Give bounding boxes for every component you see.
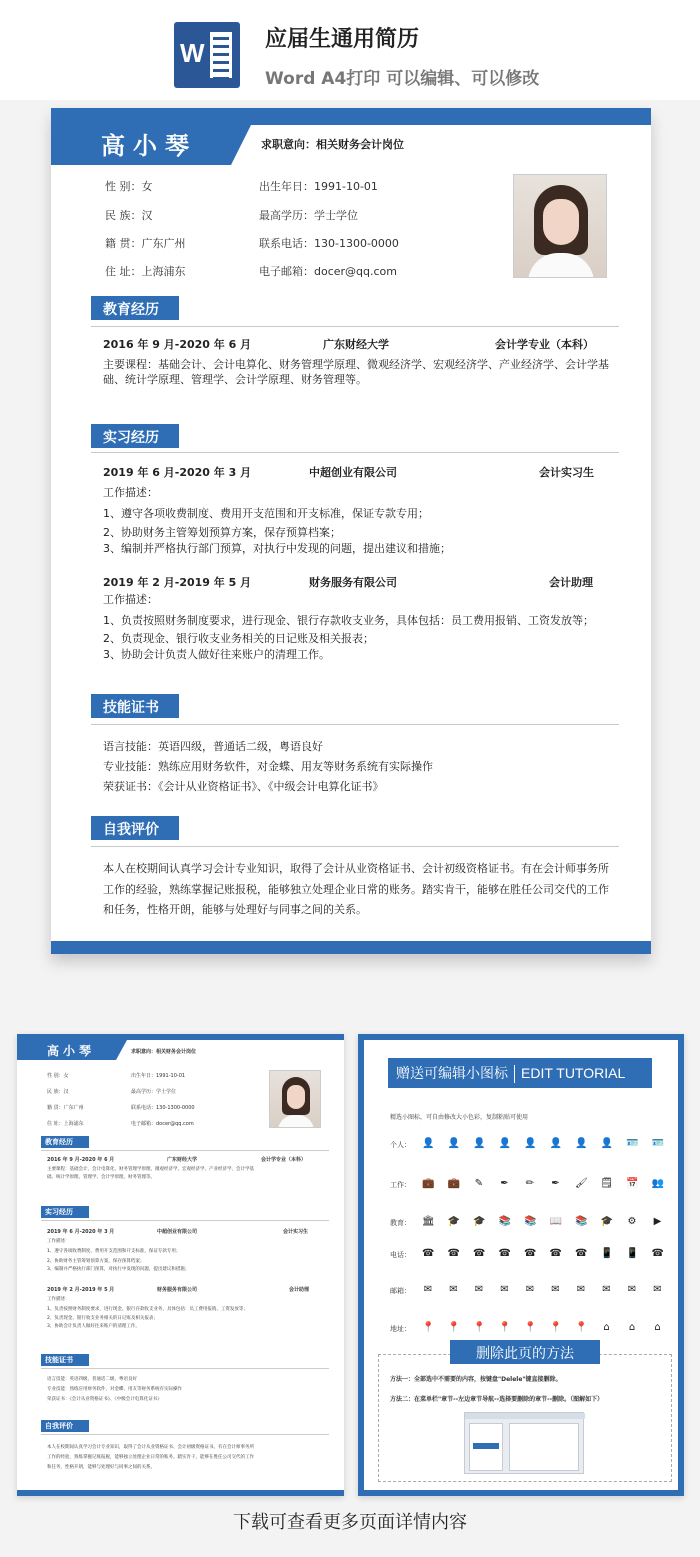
self-eval-line: 本人在校期间认真学习会计专业知识，取得了会计从业资格证书、会计初级资格证书。有在会计师事务所 <box>103 862 609 875</box>
mini-photo <box>269 1070 321 1128</box>
group-icon: 👥 <box>651 1178 664 1189</box>
briefcase-icon: 💼 <box>447 1178 460 1189</box>
mini-section-skills: 技能证书 <box>41 1354 89 1366</box>
edu-courses-cont: 础、统计学原理、管理学、会计学原理、财务管理等。 <box>103 373 367 386</box>
mini-job2-item: 2、负责现金、银行收支业务相关的日记账及相关报表； <box>47 1316 158 1321</box>
mini-gender: 性 别：女 <box>47 1073 69 1079</box>
pin-icon: 📍 <box>422 1322 435 1333</box>
mini-job1-period: 2019 年 6 月-2020 年 3 月 <box>47 1229 115 1235</box>
tutorial-header-en: EDIT TUTORIAL <box>521 1065 626 1081</box>
job2-desc-label: 工作描述： <box>103 593 158 606</box>
job2-item: 1、负责按照财务制度要求，进行现金、银行存款收支业务，具体包括：员工费用报销、工资发放等； <box>103 614 594 627</box>
books-icon: 📚 <box>524 1216 537 1227</box>
page-header <box>0 0 700 100</box>
mini-self-line: 和任务，性格开朗，能够与处理好与同事之间的关系。 <box>47 1465 155 1470</box>
gear-icon: ⚙ <box>627 1216 637 1227</box>
mail-icon: ✉ <box>653 1284 662 1295</box>
play-icon: ▶ <box>653 1216 662 1227</box>
mobile-icon: 📱 <box>600 1248 613 1259</box>
divider <box>91 452 619 453</box>
mini-edu-school: 广东财经大学 <box>167 1157 198 1163</box>
footer-note: 下载可查看更多页面详情内容 <box>233 1512 467 1533</box>
job2-item: 3、协助会计负责人做好往来账户的清理工作。 <box>103 648 330 661</box>
mini-job2-period: 2019 年 2 月-2019 年 5 月 <box>47 1287 115 1293</box>
skill-item: 语言技能：英语四级，普通话二级，粤语良好 <box>103 740 323 753</box>
mail-icon: ✉ <box>551 1284 560 1295</box>
job1-role: 会计实习生 <box>539 466 594 479</box>
top-accent-bar <box>51 108 651 125</box>
divider <box>91 846 619 847</box>
grad-cap-icon: 🎓 <box>473 1216 486 1227</box>
info-email: 电子邮箱：docer@qq.com <box>259 265 398 278</box>
mini-intent: 求职意向：相关财务会计岗位 <box>131 1049 197 1055</box>
note-icon: 🗒 <box>600 1178 614 1189</box>
resume-name: 高小琴 <box>101 132 197 160</box>
calendar-icon: 📅 <box>626 1178 639 1189</box>
section-education-title: 教育经历 <box>91 296 179 320</box>
job-intent: 求职意向：相关财务会计岗位 <box>261 138 404 151</box>
phone-icon: ☎ <box>447 1248 460 1259</box>
phone-icon: ☎ <box>524 1248 537 1259</box>
mini-birth: 出生年日：1991-10-01 <box>131 1073 186 1079</box>
phone-icon: ☎ <box>473 1248 486 1259</box>
mini-section-education: 教育经历 <box>41 1136 89 1148</box>
icon-row-label: 邮箱： <box>390 1287 411 1295</box>
page-subtitle: Word A4打印 可以编辑、可以修改 <box>265 69 540 89</box>
pin-icon: 📍 <box>549 1322 562 1333</box>
skill-item: 荣获证书：《会计从业资格证书》、《中级会计电算化证书》 <box>103 780 384 793</box>
home-icon: ⌂ <box>603 1322 610 1333</box>
info-birth: 出生年日：1991-10-01 <box>259 180 378 193</box>
icons-intro: 精选小图标，可自由修改大小色彩，复制粘贴可使用 <box>390 1114 529 1121</box>
mini-email: 电子邮箱：docer@qq.com <box>131 1121 194 1127</box>
edu-courses: 主要课程：基础会计、会计电算化、财务管理学原理、微观经济学、宏观经济学、产业经济学、会计学基 <box>103 358 609 371</box>
section-self-title: 自我评价 <box>91 816 179 840</box>
mini-section-internship: 实习经历 <box>41 1206 89 1218</box>
grad-cap-icon: 🎓 <box>447 1216 460 1227</box>
mobile-icon: 📱 <box>626 1248 639 1259</box>
tutorial-header <box>388 1058 652 1088</box>
info-phone: 联系电话：130-1300-0000 <box>259 237 399 250</box>
job2-item: 2、负责现金、银行收支业务相关的日记账及相关报表； <box>103 632 374 645</box>
divider <box>41 1434 329 1435</box>
mini-name: 高小琴 <box>47 1044 96 1058</box>
info-origin: 籍 贯：广东广州 <box>105 237 186 250</box>
mini-edu-period: 2016 年 9 月-2020 年 6 月 <box>47 1157 115 1163</box>
home-icon: ⌂ <box>628 1322 636 1333</box>
tutorial-header-cn: 赠送可编辑小图标 <box>396 1066 508 1082</box>
pin-icon: 📍 <box>447 1322 460 1333</box>
mini-job1-desc-label: 工作描述： <box>47 1239 70 1244</box>
phone-icon: ☎ <box>651 1248 664 1259</box>
job1-period: 2019 年 6 月-2020 年 3 月 <box>103 466 252 479</box>
mini-skill-item: 专业技能：熟练应用财务软件，对金蝶、用友等财务系统有实际操作 <box>47 1387 182 1392</box>
id-card-icon: 🪪 <box>626 1138 639 1149</box>
tutorial-screenshot <box>464 1412 584 1474</box>
person-icon: 👤 <box>549 1138 562 1149</box>
book-icon: 📖 <box>549 1216 562 1227</box>
preview-resume-thumbnail <box>17 1034 344 1496</box>
mini-edu-major: 会计学专业（本科） <box>261 1157 307 1163</box>
mini-skill-item: 荣获证书：《会计从业资格证书》、《中级会计电算化证书》 <box>47 1397 162 1402</box>
section-skills-title: 技能证书 <box>91 694 179 718</box>
mail-icon: ✉ <box>576 1284 586 1295</box>
job2-company: 财务服务有限公司 <box>309 576 397 589</box>
icon-row-label: 教育： <box>390 1219 411 1227</box>
person-icon: 👤 <box>473 1138 486 1149</box>
mini-ethnic: 民 族：汉 <box>47 1089 69 1095</box>
section-internship-title: 实习经历 <box>91 424 179 448</box>
pin-icon: 📍 <box>473 1322 486 1333</box>
mini-job2-role: 会计助理 <box>289 1287 310 1293</box>
mini-job1-item: 1、遵守各项收费制度、费用开支范围和开支标准，保证专款专用； <box>47 1249 181 1254</box>
edu-major: 会计学专业（本科） <box>495 338 594 351</box>
resume-page <box>51 108 651 954</box>
person-icon: 👤 <box>524 1138 537 1149</box>
mini-degree: 最高学历：学士学位 <box>131 1089 177 1095</box>
mini-self-line: 本人在校期间认真学习会计专业知识，取得了会计从业资格证书、会计初级资格证书。有在会计师事务所 <box>47 1445 254 1450</box>
mini-section-self: 自我评价 <box>41 1420 89 1432</box>
phone-icon: ☎ <box>549 1248 562 1259</box>
pen-icon: ✒ <box>551 1178 560 1189</box>
info-gender: 性 别：女 <box>105 180 153 193</box>
person-icon: 👤 <box>447 1138 460 1149</box>
info-degree: 最高学历：学士学位 <box>259 209 358 222</box>
mail-icon: ✉ <box>474 1284 484 1295</box>
divider <box>91 326 619 327</box>
self-eval-line: 和任务，性格开朗，能够与处理好与同事之间的关系。 <box>103 903 367 916</box>
brush-icon: 🖌 <box>575 1178 588 1189</box>
profile-photo <box>513 174 607 278</box>
word-doc-icon: W <box>174 22 240 88</box>
job1-item: 3、编制并严格执行部门预算，对执行中发现的问题，提出建议和措施； <box>103 542 451 555</box>
job1-desc-label: 工作描述： <box>103 486 158 499</box>
person-icon: 👤 <box>422 1138 435 1149</box>
skill-item: 专业技能：熟练应用财务软件，对金蝶、用友等财务系统有实际操作 <box>103 760 433 773</box>
divider <box>41 1150 329 1151</box>
mini-edu-courses-cont: 础、统计学原理、管理学、会计学原理、财务管理等。 <box>47 1175 155 1180</box>
icon-row-label: 个人： <box>390 1141 411 1149</box>
mini-address: 住 址：上海浦东 <box>47 1121 84 1127</box>
grad-icon: 🎓 <box>600 1216 613 1227</box>
delete-method-1: 方法一：全部选中不需要的内容，按键盘"Delele"键直接删除。 <box>390 1376 562 1383</box>
delete-method-title: 删除此页的方法 <box>450 1340 600 1364</box>
mini-edu-courses: 主要课程：基础会计、会计电算化、财务管理学原理、微观经济学、宏观经济学、产业经济学、会计学基 <box>47 1167 254 1172</box>
self-eval-line: 工作的经验，熟练掌握记账报税，能够独立处理企业日常的账务。踏实肯干，能够在胜任公司交代的工作 <box>103 883 609 896</box>
job1-company: 中超创业有限公司 <box>309 466 397 479</box>
job2-role: 会计助理 <box>549 576 593 589</box>
pencil-icon: ✏ <box>525 1178 535 1189</box>
divider <box>41 1368 329 1369</box>
mini-skill-item: 语言技能：英语四级，普通话二级，粤语良好 <box>47 1377 137 1382</box>
info-ethnic: 民 族：汉 <box>105 209 153 222</box>
pin-icon: 📍 <box>498 1322 511 1333</box>
mini-self-line: 工作的经验，熟练掌握记账报税，能够独立处理企业日常的账务。踏实肯干，能够在胜任公司交代的工作 <box>47 1455 254 1460</box>
job2-period: 2019 年 2 月-2019 年 5 月 <box>103 576 252 589</box>
mini-job1-item: 3、编制并严格执行部门预算，对执行中发现的问题，提出建议和措施； <box>47 1267 190 1272</box>
mini-phone: 联系电话：130-1300-0000 <box>131 1105 195 1111</box>
id-card-icon: 🪪 <box>651 1138 664 1149</box>
mini-job2-item: 3、协助会计负责人做好往来账户的清理工作。 <box>47 1324 140 1329</box>
person-icon: 👤 <box>600 1138 613 1149</box>
mini-job2-company: 财务服务有限公司 <box>157 1287 198 1293</box>
job1-item: 2、协助财务主管筹划预算方案，保存预算档案； <box>103 526 341 539</box>
divider <box>91 724 619 725</box>
phone-icon: ☎ <box>422 1248 435 1259</box>
building-icon: 🏛 <box>422 1216 435 1227</box>
books-icon: 📚 <box>575 1216 588 1227</box>
phone-icon: ☎ <box>575 1248 588 1259</box>
job1-item: 1、遵守各项收费制度、费用开支范围和开支标准，保证专款专用； <box>103 507 429 520</box>
person-icon: 👤 <box>498 1138 511 1149</box>
icon-row-label: 地址： <box>390 1325 411 1333</box>
mail-icon: ✉ <box>423 1284 433 1295</box>
icon-row-label: 电话： <box>390 1251 411 1259</box>
icon-row-label: 工作： <box>390 1181 411 1189</box>
mail-icon: ✉ <box>602 1284 611 1295</box>
bottom-accent-bar <box>51 941 651 954</box>
mail-icon: ✉ <box>500 1284 509 1295</box>
edu-school: 广东财经大学 <box>323 338 389 351</box>
mail-icon: ✉ <box>627 1284 637 1295</box>
pin-icon: 📍 <box>524 1322 537 1333</box>
mini-origin: 籍 贯：广东广州 <box>47 1105 84 1111</box>
mini-job1-role: 会计实习生 <box>283 1229 309 1235</box>
mini-job1-item: 2、协助财务主管筹划预算方案，保存预算档案； <box>47 1259 145 1264</box>
info-address: 住 址：上海浦东 <box>105 265 186 278</box>
mini-job2-item: 1、负责按照财务制度要求，进行现金、银行存款收支业务，具体包括：员工费用报销、工资发放等； <box>47 1307 248 1312</box>
mini-job1-company: 中超创业有限公司 <box>157 1229 198 1235</box>
pen-icon: ✒ <box>500 1178 509 1189</box>
phone-icon: ☎ <box>498 1248 511 1259</box>
page-title: 应届生通用简历 <box>265 27 420 52</box>
person-icon: 👤 <box>575 1138 588 1149</box>
mini-job2-desc-label: 工作描述： <box>47 1297 70 1302</box>
divider <box>41 1220 329 1221</box>
briefcase-icon: 💼 <box>422 1178 435 1189</box>
delete-method-2: 方法二：在菜单栏"章节--左边章节导航--选择要删除的章节--删除。（图解如下） <box>390 1396 604 1403</box>
preview-icon-tutorial <box>358 1034 684 1496</box>
edu-period: 2016 年 9 月-2020 年 6 月 <box>103 338 252 351</box>
mail-icon: ✉ <box>525 1284 535 1295</box>
mail-icon: ✉ <box>449 1284 458 1295</box>
pin-icon: 📍 <box>575 1322 588 1333</box>
edit-icon: ✎ <box>474 1178 484 1189</box>
books-icon: 📚 <box>498 1216 511 1227</box>
home-icon: ⌂ <box>654 1322 661 1333</box>
